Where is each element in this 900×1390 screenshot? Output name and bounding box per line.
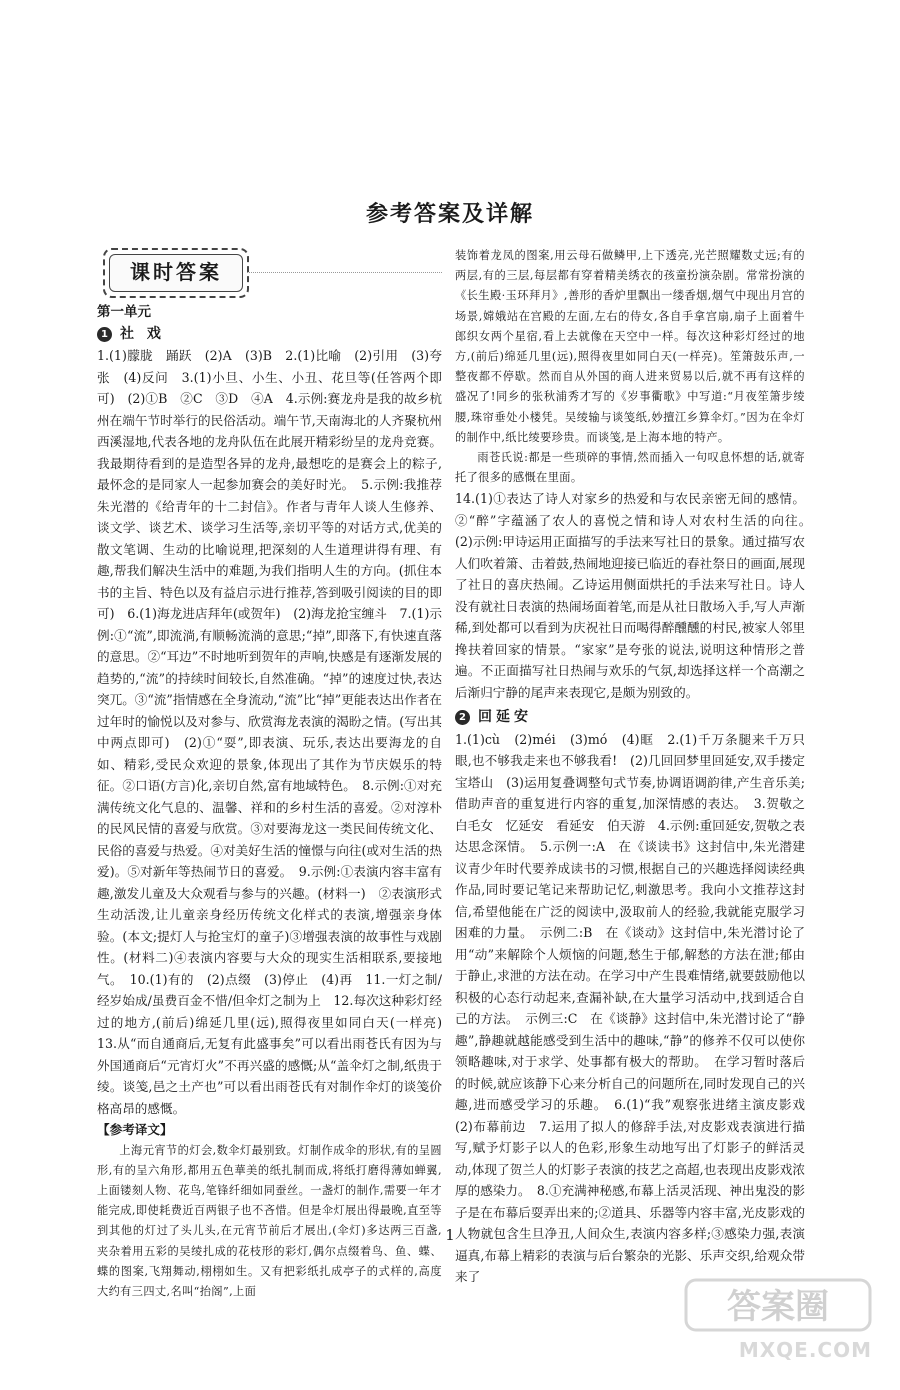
answers-block-lesson2: 1.(1)cù (2)méi (3)mó (4)眶 2.(1)千万条腿来千万只眼,也不够我走来也不够我看! (2)几回回梦里回延安,双手搂定宝塔山 (3)运用复叠调整句式节奏,协调语调韵律,产生音乐美;借助声音的重复进行内容的重复,加深情感的表达。 3.贺敬之 白毛女 忆延安 看延安 伯天游 4.示例:重回延安,贺敬之表达思念深情。 5.示例一:A 在《谈读书》这封信中,朱光潜建议青少年时代要养成读书的习惯,根据自己的兴趣选择阅读经典作品,同时要记笔记来帮助记忆,刺激思考。我向小文推荐这封信,希望他能在广泛的阅读中,汲取前人的经验,我就能克服学习困难的力量。 示例二:B 在《谈动》这封信中,朱光潜讨论了用“动”来解除个人烦恼的问题,愁生于郁,解愁的方法在泄;郁由于静止,求泄的方法在动。在学习中产生畏难情绪,就要鼓励他以积极的心态行动起来,查漏补缺,在大量学习活动中,找到适合自己的方法。 示例三:C 在《谈静》这封信中,朱光潜讨论了“静趣”,静趣就越能感受到生活中的趣味,“静”的修养不仅可以使你领略趣味,对于求学、处事都有极大的帮助。 在学习暂时落后的时候,就应该静下心来分析自己的问题所在,同时发现自己的兴趣,进而感受学习的乐趣。 6.(1)“我”观察张进绪主演皮影戏 (2)布幕前边 7.运用了拟人的修辞手法,对皮影戏表演进行描写,赋予灯影子以人的色彩,形象生动地写出了灯影子的鲜活灵动,体现了贺兰人的灯影子表演的技艺之高超,也表现出皮影戏浓厚的感染力。 8.①充满神秘感,布幕上活灵活现、神出鬼没的影子是在布幕后耍弄出来的;②道具、乐器等内容丰富,光皮影戏的人物就包含生旦净丑,人间众生,表演内容多样;③感染力强,表演逼真,布幕上精彩的表演与后台繁杂的光影、乐声交织,给观众带来了: [455, 731, 818, 1285]
translation-continued: 装饰着龙凤的图案,用云母石做鳞甲,上下透亮,光芒照耀数丈远;有的两层,有的三层,每层都有穿着精美绣衣的孩童扮演杂剧。常常扮演的《长生殿·玉环拜月》,善形的香炉里飘出一缕香烟,烟气中现出月宫的场景,嫦娥站在宫殿的左面,左右的侍女,各自手拿宫扇,扇子上面着牛郎织女两个星宿,看上去就像在天空中一样。每次这种彩灯经过的地方,(前后)绵延几里(远),照得夜里如同白天(一样亮)。笙箫鼓乐声,一整夜都不停歇。然而自从外国的商人进来贸易以后,就不再有这样的盛况了!同乡的张秋浦秀才写的《岁事衢歌》中写道:“月夜笙箫步绫腰,珠帘垂处小楼凭。吴绫输与谈笺纸,妙擅江乡算伞灯。”因为在伞灯的制作中,纸比绫要珍贵。而谈笺,是上海本地的特产。: [455, 249, 805, 444]
banner-label: 课时答案: [109, 254, 243, 292]
lesson-heading-2: [455, 707, 805, 729]
page-number: 1: [445, 1226, 455, 1244]
lesson-heading-1: [97, 324, 442, 346]
svg-text:答案圈: 答案圈: [727, 1287, 829, 1327]
lesson-title: 回延安: [478, 709, 532, 726]
translation-text: 上海元宵节的灯会,数伞灯最别致。灯制作成伞的形状,有的呈圆形,有的呈六角形,都用五色華美的纸扎制而成,将纸打磨得薄如蝉翼,上面镂刻人物、花鸟,笔锋纤细如同蚕丝。一盏灯的制作,需要一年才能完成,即使耗费近百两银子也不吝惜。但是伞灯展出得最晚,直至等到其他的灯过了头儿头,在元宵节前后才展出,(伞灯)多达两三百盏,夹杂着用五彩的吴绫扎成的花枝形的彩灯,偶尔点缀着鸟、鱼、蝶、蝶的图案,飞翔舞动,栩栩如生。又有把彩纸扎成亭子的式样的,高度大约有三四丈,名叫“抬阁”,上面: [97, 1143, 442, 1298]
answers-block: 1.(1)朦胧 踊跃 (2)A (3)B 2.(1)比喻 (2)引用 (3)夸张 (4)反问 3.(1)小旦、小生、小丑、花旦等(任答两个即可) (2)①B ②C ③D ④A 4.示例:赛龙舟是我的故乡杭州在端午节时举行的民俗活动。端午节,天南海北的人齐聚杭州西溪湿地,代表各地的龙舟队伍在此展开精彩纷呈的龙舟竞赛。我最期待看到的是造型各异的龙舟,最想吃的是赛会上的粽子,最怀念的是同家人一起参加赛会的美好时光。 5.示例:我推荐朱光潜的《给青年的十二封信》。作者与青年人谈人生修养、谈文学、谈艺术、谈学习生活等,亲切平等的对话方式,优美的散文笔调、生动的比喻说理,把深刻的人生道理讲得有理、有趣,帮我们解决生活中的难题,为我们指明人生的方向。(抓住本书的主旨、特色以及有益启示进行推荐,答到吸引阅读的目的即可) 6.(1)海龙进店拜年(或贺年) (2)海龙抢宝缠斗 7.(1)示例:①“流”,即流淌,有顺畅流淌的意思;“掉”,即落下,有快速直落的意思。②“耳边”不时地听到贺年的声响,快感是有逐渐发展的趋势的,“流”的持续时间较长,自然准确。“掉”的速度过快,表达突兀。③“流”指情感在全身流动,“流”比“掉”更能表达出作者在过年时的愉悦以及对参与、欣赏海龙表演的渴盼之情。(写出其中两点即可) (2)①“耍”,即表演、玩乐,表达出要海龙的自如、精彩,受民众欢迎的景象,体现出了其作为节庆娱乐的特征。②口语(方言)化,亲切自然,富有地域特色。 8.示例:①对充满传统文化气息的、温馨、祥和的乡村生活的喜爱。②对淳朴的民风民情的喜爱与欣赏。③对要海龙这一类民间传统文化、民俗的喜爱与热爱。④对美好生活的憧憬与向往(或对生活的热爱)。⑤对新年等热闹节日的喜爱。 9.示例:①表演内容丰富有趣,激发儿童及大众观看与参与的兴趣。(材料一) ②表演形式生动活泼,让儿童亲身经历传统文化样式的表演,增强亲身体验。(本文;提灯人与抢宝灯的童子)③增强表演的故事性与戏剧性。(材料二)④表演内容要与大众的现实生活相联系,要接地气。 10.(1)有的 (2)点缀 (3)停止 (4)再 11.一灯之制/经岁始成/虽费百金不惜/但伞灯之制为上 12.每次这种彩灯经过的地方,(前后)绵延几里(远),照得夜里如同白天(一样亮) 13.从“而自通商后,无复有此盛事矣”可以看出雨苍氏有因为与外国通商后“元宵灯火”不再兴盛的感慨;从“盖伞灯之制,纸贵于绫。谈笺,邑之土产也”可以看出雨苍氏有对制作伞灯的谈笺价格高昂的感慨。: [97, 348, 455, 1116]
reference-translation-label: 【参考译文】: [97, 1122, 173, 1137]
banner-frame: [103, 248, 249, 298]
watermark-url: MXQE.COM: [738, 1338, 872, 1362]
lesson-number-badge: 1: [97, 327, 112, 342]
left-column: [97, 246, 455, 1302]
right-column: [455, 246, 818, 1288]
unit-heading: 第一单元: [97, 304, 151, 320]
lesson-number-badge: 2: [455, 710, 470, 725]
section-banner: [97, 246, 442, 302]
answers-block-14: 14.(1)①表达了诗人对家乡的热爱和与农民亲密无间的感情。②“醉”字蕴涵了农人的喜悦之情和诗人对农村生活的向往。 (2)示例:甲诗运用正面描写的手法来写社日的景象。通过描写农人们吹着箫、击着鼓,热闹地迎接已临近的春社祭日的画面,展现了社日的喜庆热闹。乙诗运用侧面烘托的手法来写社日。诗人没有就社日表演的热闹场面着笔,而是从社日散场入手,写人声渐稀,到处都可以看到为庆祝社日而喝得醉醺醺的村民,被家人邻里搀扶着回家的情景。“家家”是夸张的说法,说明这种情形之普遍。不正面描写社日热闹与欢乐的气氛,却选择这样一个高潮之后渐归宁静的尾声来表现它,是颇为别致的。: [455, 491, 818, 700]
banner-rule: [247, 272, 442, 273]
page-title: 参考答案及详解: [365, 202, 534, 227]
lesson-title: 社 戏: [120, 325, 165, 342]
watermark-logo: [678, 1272, 878, 1362]
translation-comment: 雨苍氏说:都是一些琐碎的事情,然而插入一句叹息怀想的话,就寄托了很多的感慨在里面。: [455, 451, 805, 485]
